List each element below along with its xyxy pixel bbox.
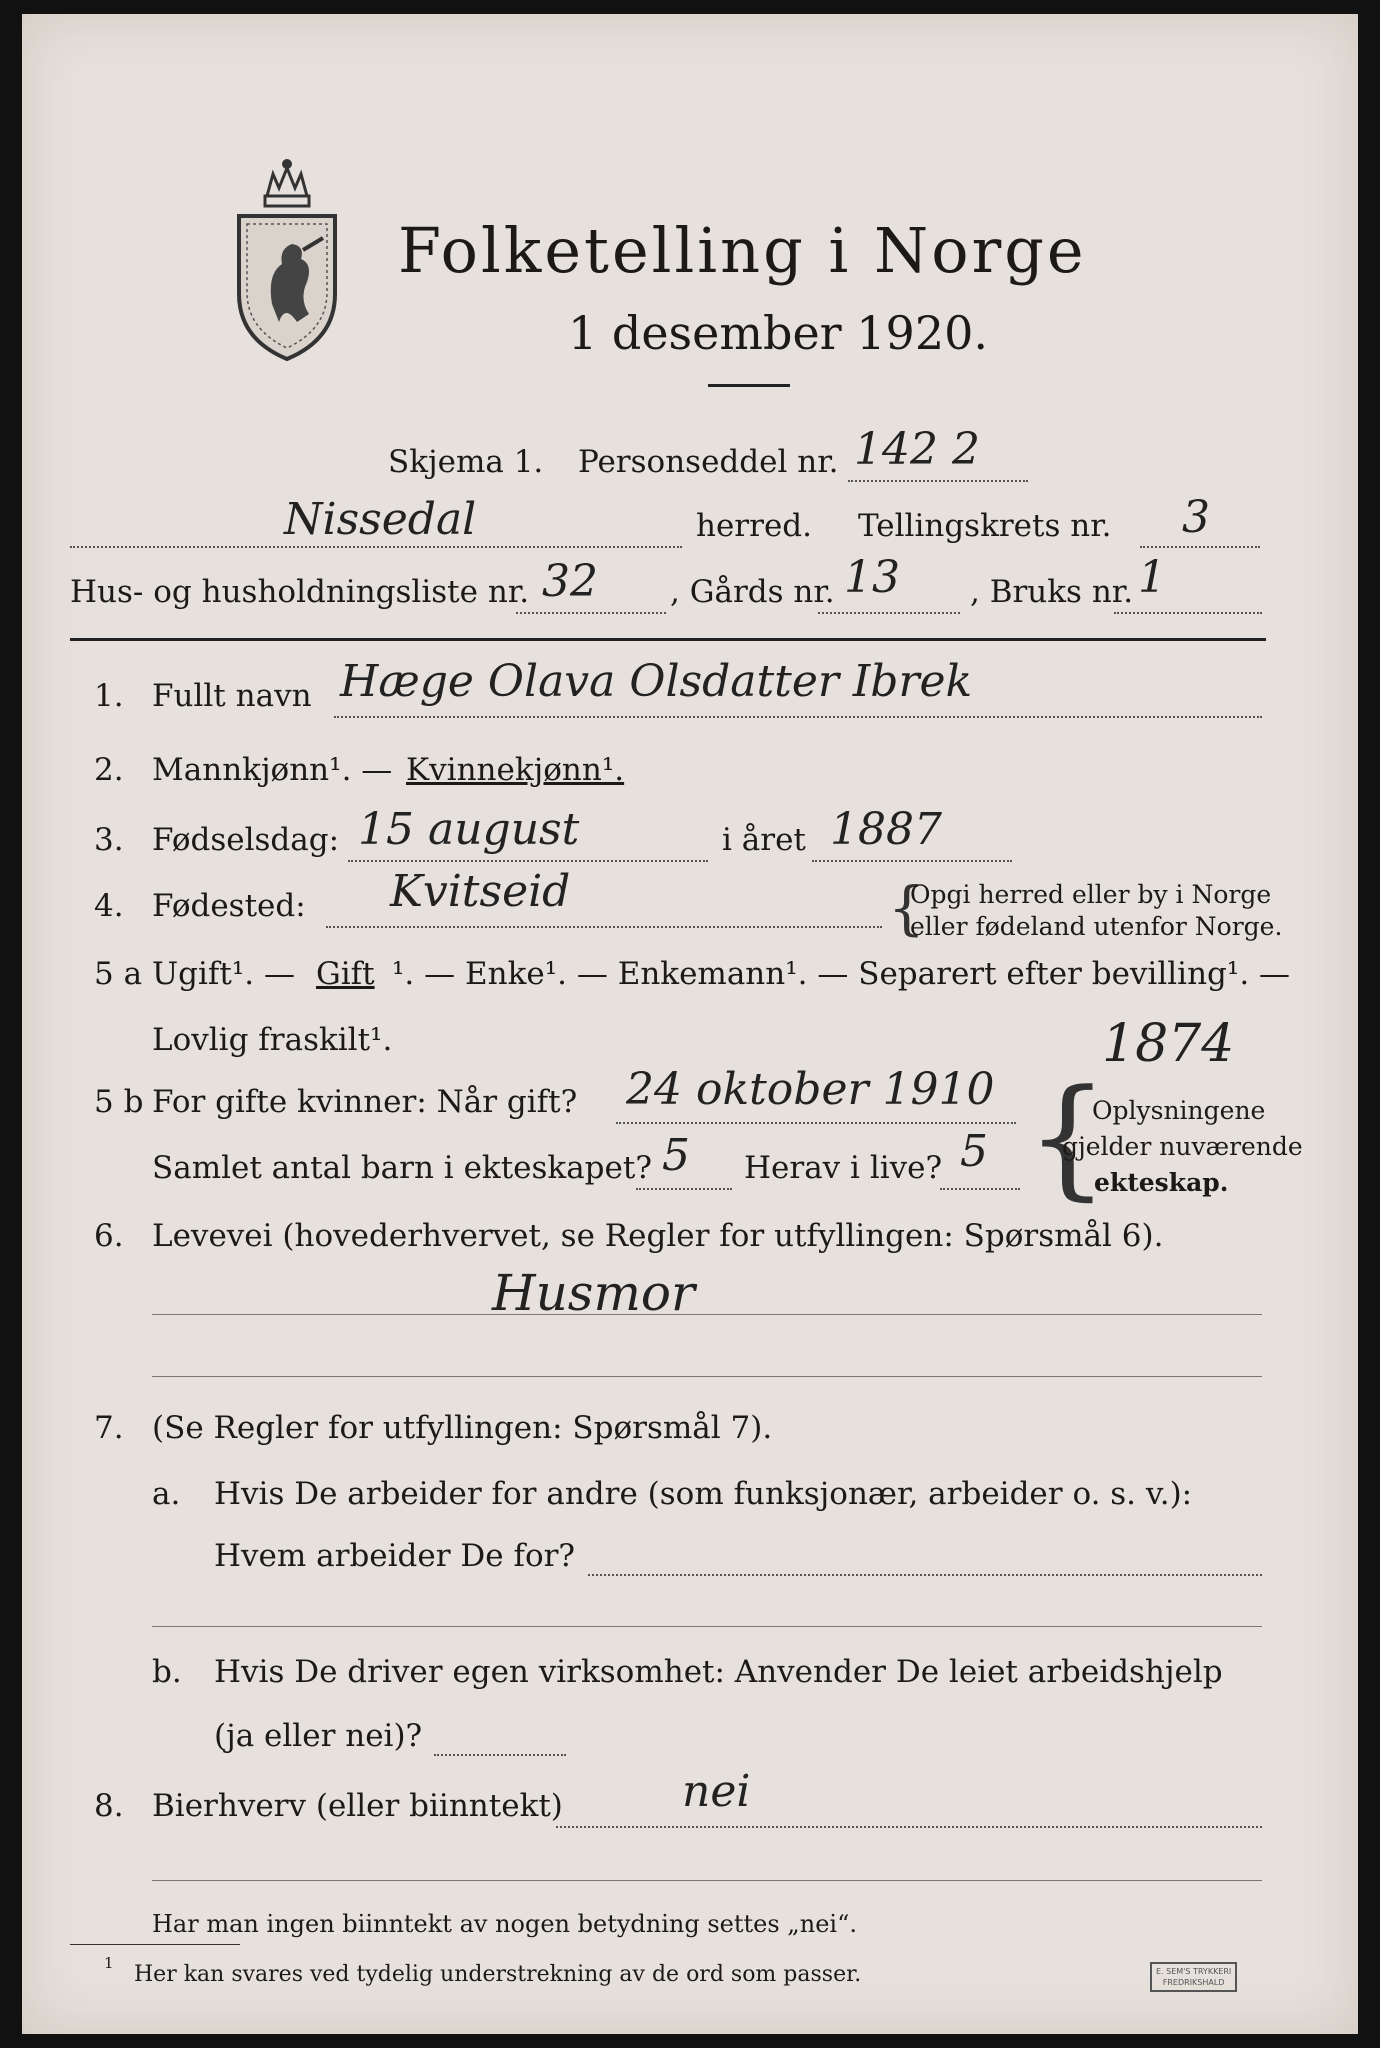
q4-note-line1: Opgi herred eller by i Norge <box>910 880 1272 909</box>
q8-number: 8. <box>94 1788 124 1824</box>
herred-value: Nissedal <box>284 494 477 545</box>
q3-year-field-line <box>812 860 1012 862</box>
q7a-number: a. <box>152 1476 181 1512</box>
q7a-answer-line <box>152 1626 1262 1627</box>
q6-number: 6. <box>94 1218 124 1254</box>
q3-year-value: 1887 <box>830 804 942 855</box>
footnote-text: Her kan svares ved tydelig understrekning av de ord som passer. <box>134 1962 862 1987</box>
q5b-children-label: Samlet antal barn i ekteskapet? <box>152 1150 652 1186</box>
q5a-gift: Gift <box>316 956 375 992</box>
hus-label: Hus- og husholdningsliste nr. <box>70 574 530 610</box>
q8-value: nei <box>682 1766 751 1817</box>
q5a-options: ¹. — Enke¹. — Enkemann¹. — Separert efter bevilling¹. — <box>392 956 1291 992</box>
q7a-line1: Hvis De arbeider for andre (som funksjonær, arbeider o. s. v.): <box>214 1476 1193 1512</box>
q2-male: Mannkjønn¹. — <box>152 752 393 788</box>
footnote-divider <box>70 1944 240 1945</box>
personseddel-label: Personseddel nr. <box>578 444 839 480</box>
q5b-note-line1: Oplysningene <box>1092 1096 1266 1125</box>
q2-female: Kvinnekjønn¹. <box>406 752 625 788</box>
q8-field-line <box>556 1826 1262 1828</box>
printer-mark <box>1150 1962 1237 1992</box>
q2-number: 2. <box>94 752 124 788</box>
q5b-note-line2: gjelder nuværende <box>1062 1132 1303 1161</box>
gards-value: 13 <box>844 552 900 603</box>
q3-number: 3. <box>94 822 124 858</box>
q7-label: (Se Regler for utfyllingen: Spørsmål 7). <box>152 1410 773 1446</box>
footnote-mark: 1 <box>104 1954 114 1972</box>
q7-number: 7. <box>94 1410 124 1446</box>
q3-year-label: i året <box>722 822 806 858</box>
q5b-married-value: 24 oktober 1910 <box>626 1064 995 1115</box>
q5b-alive-value: 5 <box>960 1126 988 1177</box>
gards-label: , Gårds nr. <box>670 574 835 610</box>
q5b-married-field-line <box>616 1122 1016 1124</box>
bruks-field-line <box>1114 612 1262 614</box>
q5b-note-line3: ekteskap. <box>1094 1168 1229 1197</box>
q5a-number: 5 a <box>94 956 143 992</box>
q4-value: Kvitseid <box>390 866 571 917</box>
q3-day-field-line <box>348 860 708 862</box>
q3-day-value: 15 august <box>358 804 580 855</box>
q8-answer-line <box>152 1880 1262 1881</box>
q1-value: Hæge Olava Olsdatter Ibrek <box>340 656 973 707</box>
q5b-children-value: 5 <box>662 1130 690 1181</box>
q1-label: Fullt navn <box>152 678 312 714</box>
q7b-line2: (ja eller nei)? <box>214 1718 423 1754</box>
q4-label: Fødested: <box>152 888 306 924</box>
q6-answer-line1 <box>152 1314 1262 1315</box>
bruks-value: 1 <box>1138 552 1166 603</box>
q4-number: 4. <box>94 888 124 924</box>
title-divider <box>708 384 790 387</box>
tellingskrets-value: 3 <box>1182 492 1210 543</box>
q5a-fraskilt: Lovlig fraskilt¹. <box>152 1022 393 1058</box>
personseddel-field-line <box>848 480 1028 482</box>
skjema-label: Skjema 1. <box>388 444 544 480</box>
bruks-label: , Bruks nr. <box>970 574 1134 610</box>
gards-field-line <box>818 612 960 614</box>
q6-value: Husmor <box>492 1264 695 1322</box>
q5b-note-brace: { <box>1026 1061 1109 1213</box>
q3-label: Fødselsdag: <box>152 822 340 858</box>
hus-field-line <box>516 612 666 614</box>
q5b-alive-label: Herav i live? <box>744 1150 943 1186</box>
q7b-line1: Hvis De driver egen virksomhet: Anvender De leiet arbeidshjelp <box>214 1654 1223 1690</box>
personseddel-value: 142 2 <box>854 424 980 475</box>
printer-mark-line1: E. SEM'S TRYKKERI <box>1156 1967 1232 1976</box>
herred-field-line <box>70 546 682 548</box>
q5b-label: For gifte kvinner: Når gift? <box>152 1084 578 1120</box>
q5b-number: 5 b <box>94 1084 144 1120</box>
header-divider <box>70 638 1266 641</box>
q6-answer-line2 <box>152 1376 1262 1377</box>
tellingskrets-label: Tellingskrets nr. <box>858 508 1112 544</box>
hus-value: 32 <box>542 556 598 607</box>
form-date: 1 desember 1920. <box>568 306 988 360</box>
q7a-line2: Hvem arbeider De for? <box>214 1538 576 1574</box>
q5b-alive-field-line <box>940 1188 1020 1190</box>
q1-field-line <box>334 716 1262 718</box>
q7a-field-line <box>588 1574 1262 1576</box>
coat-of-arms-emblem <box>227 154 347 364</box>
q4-field-line <box>326 926 882 928</box>
form-title: Folketelling i Norge <box>398 214 1087 287</box>
tellingskrets-field-line <box>1140 546 1260 548</box>
q5a-margin-note: 1874 <box>1102 1014 1235 1074</box>
herred-label: herred. <box>696 508 812 544</box>
q4-note-brace: { <box>888 874 925 942</box>
printer-mark-line2: FREDRIKSHALD <box>1162 1978 1225 1987</box>
q4-note-line2: eller fødeland utenfor Norge. <box>910 912 1283 941</box>
q8-label: Bierhverv (eller biinntekt) <box>152 1788 563 1824</box>
census-form <box>22 14 1358 2034</box>
q7b-field-line <box>434 1754 566 1756</box>
biinntekt-note: Har man ingen biinntekt av nogen betydning settes „nei“. <box>152 1910 857 1938</box>
q7b-number: b. <box>152 1654 182 1690</box>
q5a-ugift: Ugift¹. — <box>152 956 295 992</box>
q5b-children-field-line <box>636 1188 732 1190</box>
q1-number: 1. <box>94 678 124 714</box>
q6-label: Levevei (hovederhvervet, se Regler for utfyllingen: Spørsmål 6). <box>152 1218 1164 1254</box>
